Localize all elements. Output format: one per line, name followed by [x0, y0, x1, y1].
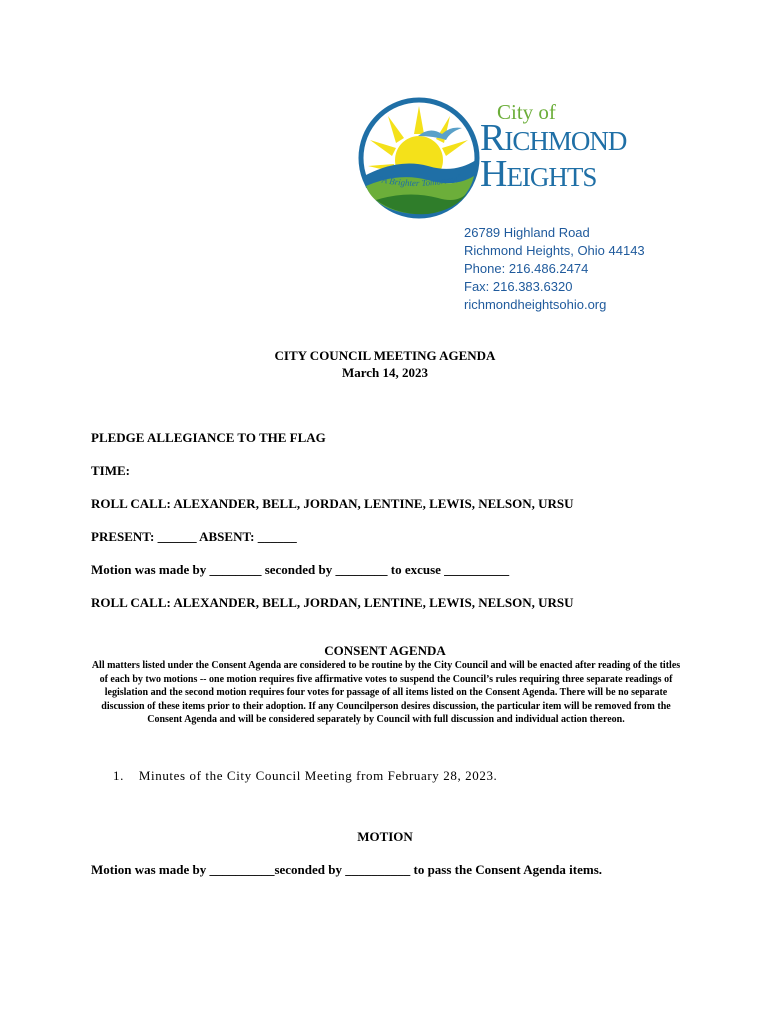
consent-body: All matters listed under the Consent Agenda are considered to be routine by the City Council and will be enacted after reading of the titles of each by two motions -- one motion requires five affirmative votes to suspend the Council’s rules requiring three separate readings of legislation and the second motion requires four votes for passage of all items listed on the Consent Agenda. There will be no separate discussion of these items prior to their adoption. If any Councilperson desires discussion, the particular item will be removed from the Consent Agenda and will be considered separately by Council with full discussion and individual action thereon. [91, 660, 681, 725]
motion-consent-line: Motion was made by __________seconded by __________ to pass the Consent Agenda items. [91, 862, 602, 877]
logo-name-line1: Richmond [480, 117, 627, 159]
contact-phone: Phone: 216.486.2474 [464, 261, 589, 276]
motion-heading: MOTION [357, 829, 413, 844]
contact-website[interactable]: richmondheightsohio.org [464, 297, 607, 312]
consent-heading: CONSENT AGENDA [324, 643, 446, 658]
roll-call-line-2: ROLL CALL: ALEXANDER, BELL, JORDAN, LENTINE, LEWIS, NELSON, URSU [91, 595, 574, 610]
item-number: 1. [113, 768, 124, 783]
logo-city-of: City of [497, 100, 556, 124]
agenda-date: March 14, 2023 [341, 365, 429, 380]
logo-slogan: "A Brighter Tomorrow" [377, 172, 463, 189]
logo-name-line2: Heights [480, 153, 597, 195]
time-line: TIME: [91, 463, 130, 478]
item-text: Minutes of the City Council Meeting from February 28, 2023. [138, 768, 498, 783]
roll-call-line-1: ROLL CALL: ALEXANDER, BELL, JORDAN, LENTINE, LEWIS, NELSON, URSU [91, 496, 574, 511]
agenda-title: CITY COUNCIL MEETING AGENDA [274, 348, 496, 363]
contact-fax: Fax: 216.383.6320 [464, 279, 573, 294]
list-item [113, 768, 497, 784]
contact-block [464, 224, 645, 314]
pledge-line: PLEDGE ALLEGIANCE TO THE FLAG [91, 430, 326, 445]
agenda-title-block [0, 347, 770, 381]
contact-city-state-zip: Richmond Heights, Ohio 44143 [464, 243, 645, 258]
motion-excuse-line: Motion was made by ________ seconded by ________ to excuse __________ [91, 562, 510, 577]
contact-address: 26789 Highland Road [464, 225, 590, 240]
present-absent-line: PRESENT: ______ ABSENT: ______ [91, 529, 297, 544]
